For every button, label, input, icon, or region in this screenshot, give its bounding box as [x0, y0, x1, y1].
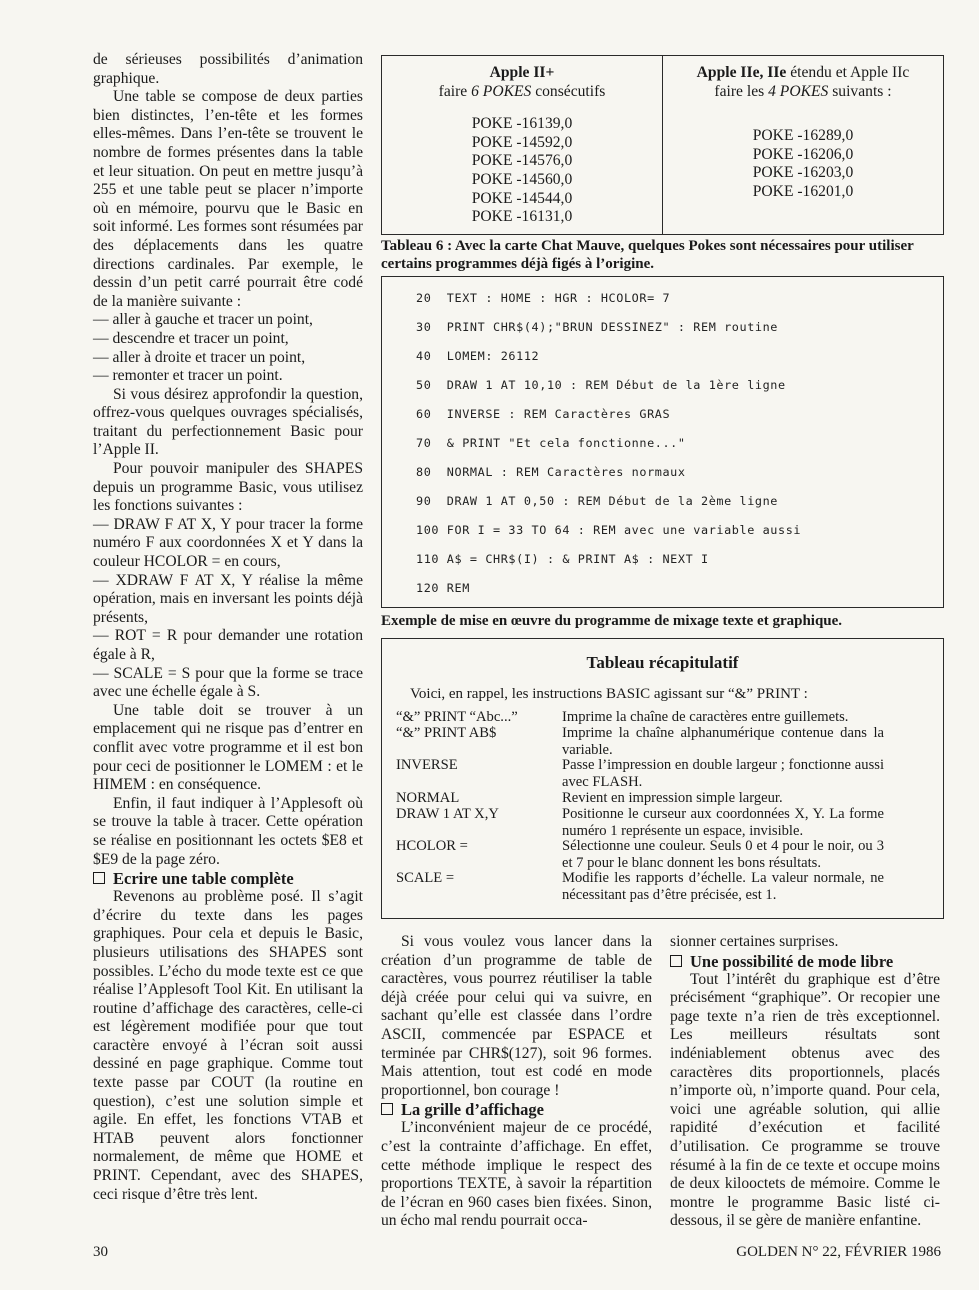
recap-command: “&” PRINT “Abc...” [396, 709, 518, 725]
recap-description: Imprime la chaîne de caractères entre guillemets. [562, 709, 849, 725]
recap-description: Revient en impression simple largeur. [562, 790, 783, 806]
paragraph: Si vous désirez approfondir la question, offrez-vous quelques ouvrages spécialisés, traitant du perfectionnement Basic pour l’Apple II. [93, 385, 363, 459]
recap-command: NORMAL [396, 790, 460, 806]
section-heading: La grille d’affichage [381, 1100, 652, 1119]
list-item: — ROT = R pour demander une rotation égale à R, [93, 627, 363, 663]
list-item: — aller à droite et tracer un point, [93, 348, 306, 366]
section-heading: Une possibilité de mode libre [670, 952, 940, 971]
recap-intro: Voici, en rappel, les instructions BASIC agissant sur “&” PRINT : [410, 686, 808, 702]
code-line: 20 TEXT : HOME : HGR : HCOLOR= 7 [416, 291, 671, 305]
checkbox-square-icon [93, 872, 105, 884]
program-listing [381, 276, 944, 608]
left-column [93, 51, 363, 1204]
page-number: 30 [93, 1244, 108, 1260]
poke-line: POKE -16289,0 [752, 127, 854, 145]
poke-line: POKE -14544,0 [471, 189, 573, 207]
paragraph: L’inconvénient majeur de ce procédé, c’est la contrainte d’affichage. En effet, cette méthode implique le respect des proportions TEXTE, à savoir la répartition de l’écran en 960 cases bien fixées. Sinon, un écho mal rendu pourrait occa- [381, 1119, 652, 1230]
code-line: 120 REM [416, 581, 470, 595]
poke-line: POKE -16206,0 [752, 145, 854, 163]
publication-footer: GOLDEN N° 22, FÉVRIER 1986 [736, 1244, 941, 1260]
recap-description: Modifie les rapports d’échelle. La valeur normale, ne nécessitant pas d’être précisée, est 1. [562, 870, 884, 903]
code-line: 100 FOR I = 33 TO 64 : REM avec une variable aussi [416, 523, 802, 537]
table-header: Apple II+ [489, 64, 555, 81]
recap-command: INVERSE [396, 757, 458, 773]
poke-line: POKE -16131,0 [471, 208, 573, 226]
paragraph: Si vous voulez vous lancer dans la création d’un programme de table de caractères, vous pourrez réutiliser la table déjà créée pour celui qui va suivre, en sachant qu’elle est classée dans l’ordre ASCII, commencée par ESPACE et terminée par CHR$(127), soit 96 formes. Mais attention, tout est codé en mode proportionnel, bon courage ! [381, 933, 652, 1099]
list-item: — DRAW F AT X, Y pour tracer la forme numéro F aux coordonnées X et Y dans la couleur HCOLOR = en cours, [93, 515, 363, 571]
middle-column [381, 933, 652, 1231]
recap-title: Tableau récapitulatif [586, 653, 739, 672]
paragraph: de sérieuses possibilités d’animation graphique. [93, 51, 363, 87]
poke-line: POKE -16203,0 [752, 164, 854, 182]
recap-command: DRAW 1 AT X,Y [396, 806, 499, 822]
section-heading: Ecrire une table complète [93, 869, 363, 888]
poke-line: POKE -14560,0 [471, 170, 573, 188]
code-line: 60 INVERSE : REM Caractères GRAS [416, 407, 671, 421]
list-item: — XDRAW F AT X, Y réalise la même opération, mais en inversant les points déjà présents, [93, 571, 363, 626]
paragraph: Revenons au problème posé. Il s’agit d’écrire du texte dans les pages graphiques. Pour cela et depuis le Basic, plusieurs utilisations des SHAPES sont possibles. L’écho du mode texte est ce que réalise l’Applesoft Tool Kit. En utilisant la routine d’affichage des caractères, celle-ci est légèrement modifiée pour que tout caractère envoyé à l’écran soit aussi dessiné en page graphique. Comme tout texte passe par COUT (la routine en question), c’est une solution simple et agile. En effet, les fonctions VTAB et HTAB peuvent alors fonctionner normalement, de même que HOME et PRINT. Cependant, avec des SHAPES, ceci risque d’être très lent. [93, 888, 363, 1203]
poke-line: POKE -16201,0 [752, 182, 854, 200]
paragraph: Pour pouvoir manipuler des SHAPES depuis un programme Basic, vous utilisez les fonctions suivantes : [93, 460, 363, 515]
code-line: 40 LOMEM: 26112 [416, 349, 540, 363]
recap-description: Imprime la chaîne alphanumérique contenue dans la variable. [562, 725, 884, 758]
paragraph: Une table se compose de deux parties bien distinctes, l’en-tête et les formes elles-mêmes. Dans l’en-tête se trouvent le nombre de formes présentes dans la table et leur situation. On peut en mettre jusqu’à 255 et une table peut se placer n’importe où en mémoire, pourvu que le Basic en soit informé. Les formes sont résumées par des déplacements dans les quatre directions cardinales. Par exemple, le dessin d’un petit carré pourrait être codé de la manière suivante : [93, 88, 363, 310]
poke-line: POKE -16139,0 [471, 115, 573, 133]
poke-line: POKE -14592,0 [471, 133, 573, 151]
table-subheader: faire les 4 POKES suivants : [714, 82, 892, 100]
code-line: 50 DRAW 1 AT 10,10 : REM Début de la 1ère ligne [416, 378, 786, 392]
recap-command: SCALE = [396, 870, 455, 886]
paragraph: sionner certaines surprises. [670, 933, 839, 950]
right-column [670, 933, 940, 1231]
table-subheader: faire 6 POKES consécutifs [438, 82, 606, 100]
list-item: — remonter et tracer un point. [93, 367, 283, 385]
recap-description: Sélectionne une couleur. Seuls 0 et 4 pour le noir, ou 3 et 7 pour le blanc donnent les bons résultats. [562, 838, 884, 871]
pokes-table [381, 55, 944, 235]
list-item: — descendre et tracer un point, [93, 329, 289, 347]
list-item: — SCALE = S pour que la forme se trace avec une échelle égale à S. [93, 664, 363, 701]
recap-description: Positionne le curseur aux coordonnées X, Y. La forme numéro 1 représente un espace, invisible. [562, 806, 884, 839]
list-item: — aller à gauche et tracer un point, [93, 311, 313, 329]
listing-caption: Exemple de mise en œuvre du programme de mixage texte et graphique. [381, 613, 843, 629]
pokes-table-apple-ii-plus [382, 56, 663, 234]
recap-command: HCOLOR = [396, 838, 468, 854]
paragraph: Une table doit se trouver à un emplacement qui ne risque pas d’entrer en conflit avec votre programme et il est bon pour ceci de positionner le LOMEM : et le HIMEM : en conséquence. [93, 701, 363, 794]
poke-line: POKE -14576,0 [471, 152, 573, 170]
checkbox-square-icon [670, 955, 682, 967]
table-header: Apple IIe, IIe étendu et Apple IIc [696, 64, 910, 81]
checkbox-square-icon [381, 1103, 393, 1115]
paragraph: Tout l’intérêt du graphique est d’être précisément “graphique”. Or recopier une page texte n’a rien de très exceptionnel. Les meilleurs résultats sont indéniablement obtenus avec des caractères dits proportionnels, placés n’importe où, n’importe quand. Pour cela, voici une agréable solution, qui allie rapidité d’exécution et facilité d’utilisation. Ce programme se trouve résumé à la fin de ce texte et occupe moins de deux kilooctets de mémoire. Comme le montre le programme Basic listé ci-dessous, il se gère de manière enfantine. [670, 970, 940, 1230]
code-line: 30 PRINT CHR$(4);"BRUN DESSINEZ" : REM routine [416, 320, 779, 334]
code-line: 90 DRAW 1 AT 0,50 : REM Début de la 2ème ligne [416, 494, 779, 508]
pokes-table-caption: Tableau 6 : Avec la carte Chat Mauve, quelques Pokes sont nécessaires pour utiliser certains programmes déjà figés à l’origine. [381, 238, 914, 272]
code-line: 80 NORMAL : REM Caractères normaux [416, 465, 686, 479]
code-line: 110 A$ = CHR$(I) : & PRINT A$ : NEXT I [416, 552, 709, 566]
recap-description: Passe l’impression en double largeur ; fonctionne aussi avec FLASH. [562, 757, 884, 790]
recap-command: “&” PRINT AB$ [396, 725, 497, 741]
pokes-table-apple-iie [663, 56, 943, 234]
recap-table [381, 638, 944, 919]
code-line: 70 & PRINT "Et cela fonctionne..." [416, 436, 686, 450]
paragraph: Enfin, il faut indiquer à l’Applesoft où se trouve la table à tracer. Cette opération se réalise en positionnant les octets $E8 et $E9 de la page zéro. [93, 794, 363, 868]
